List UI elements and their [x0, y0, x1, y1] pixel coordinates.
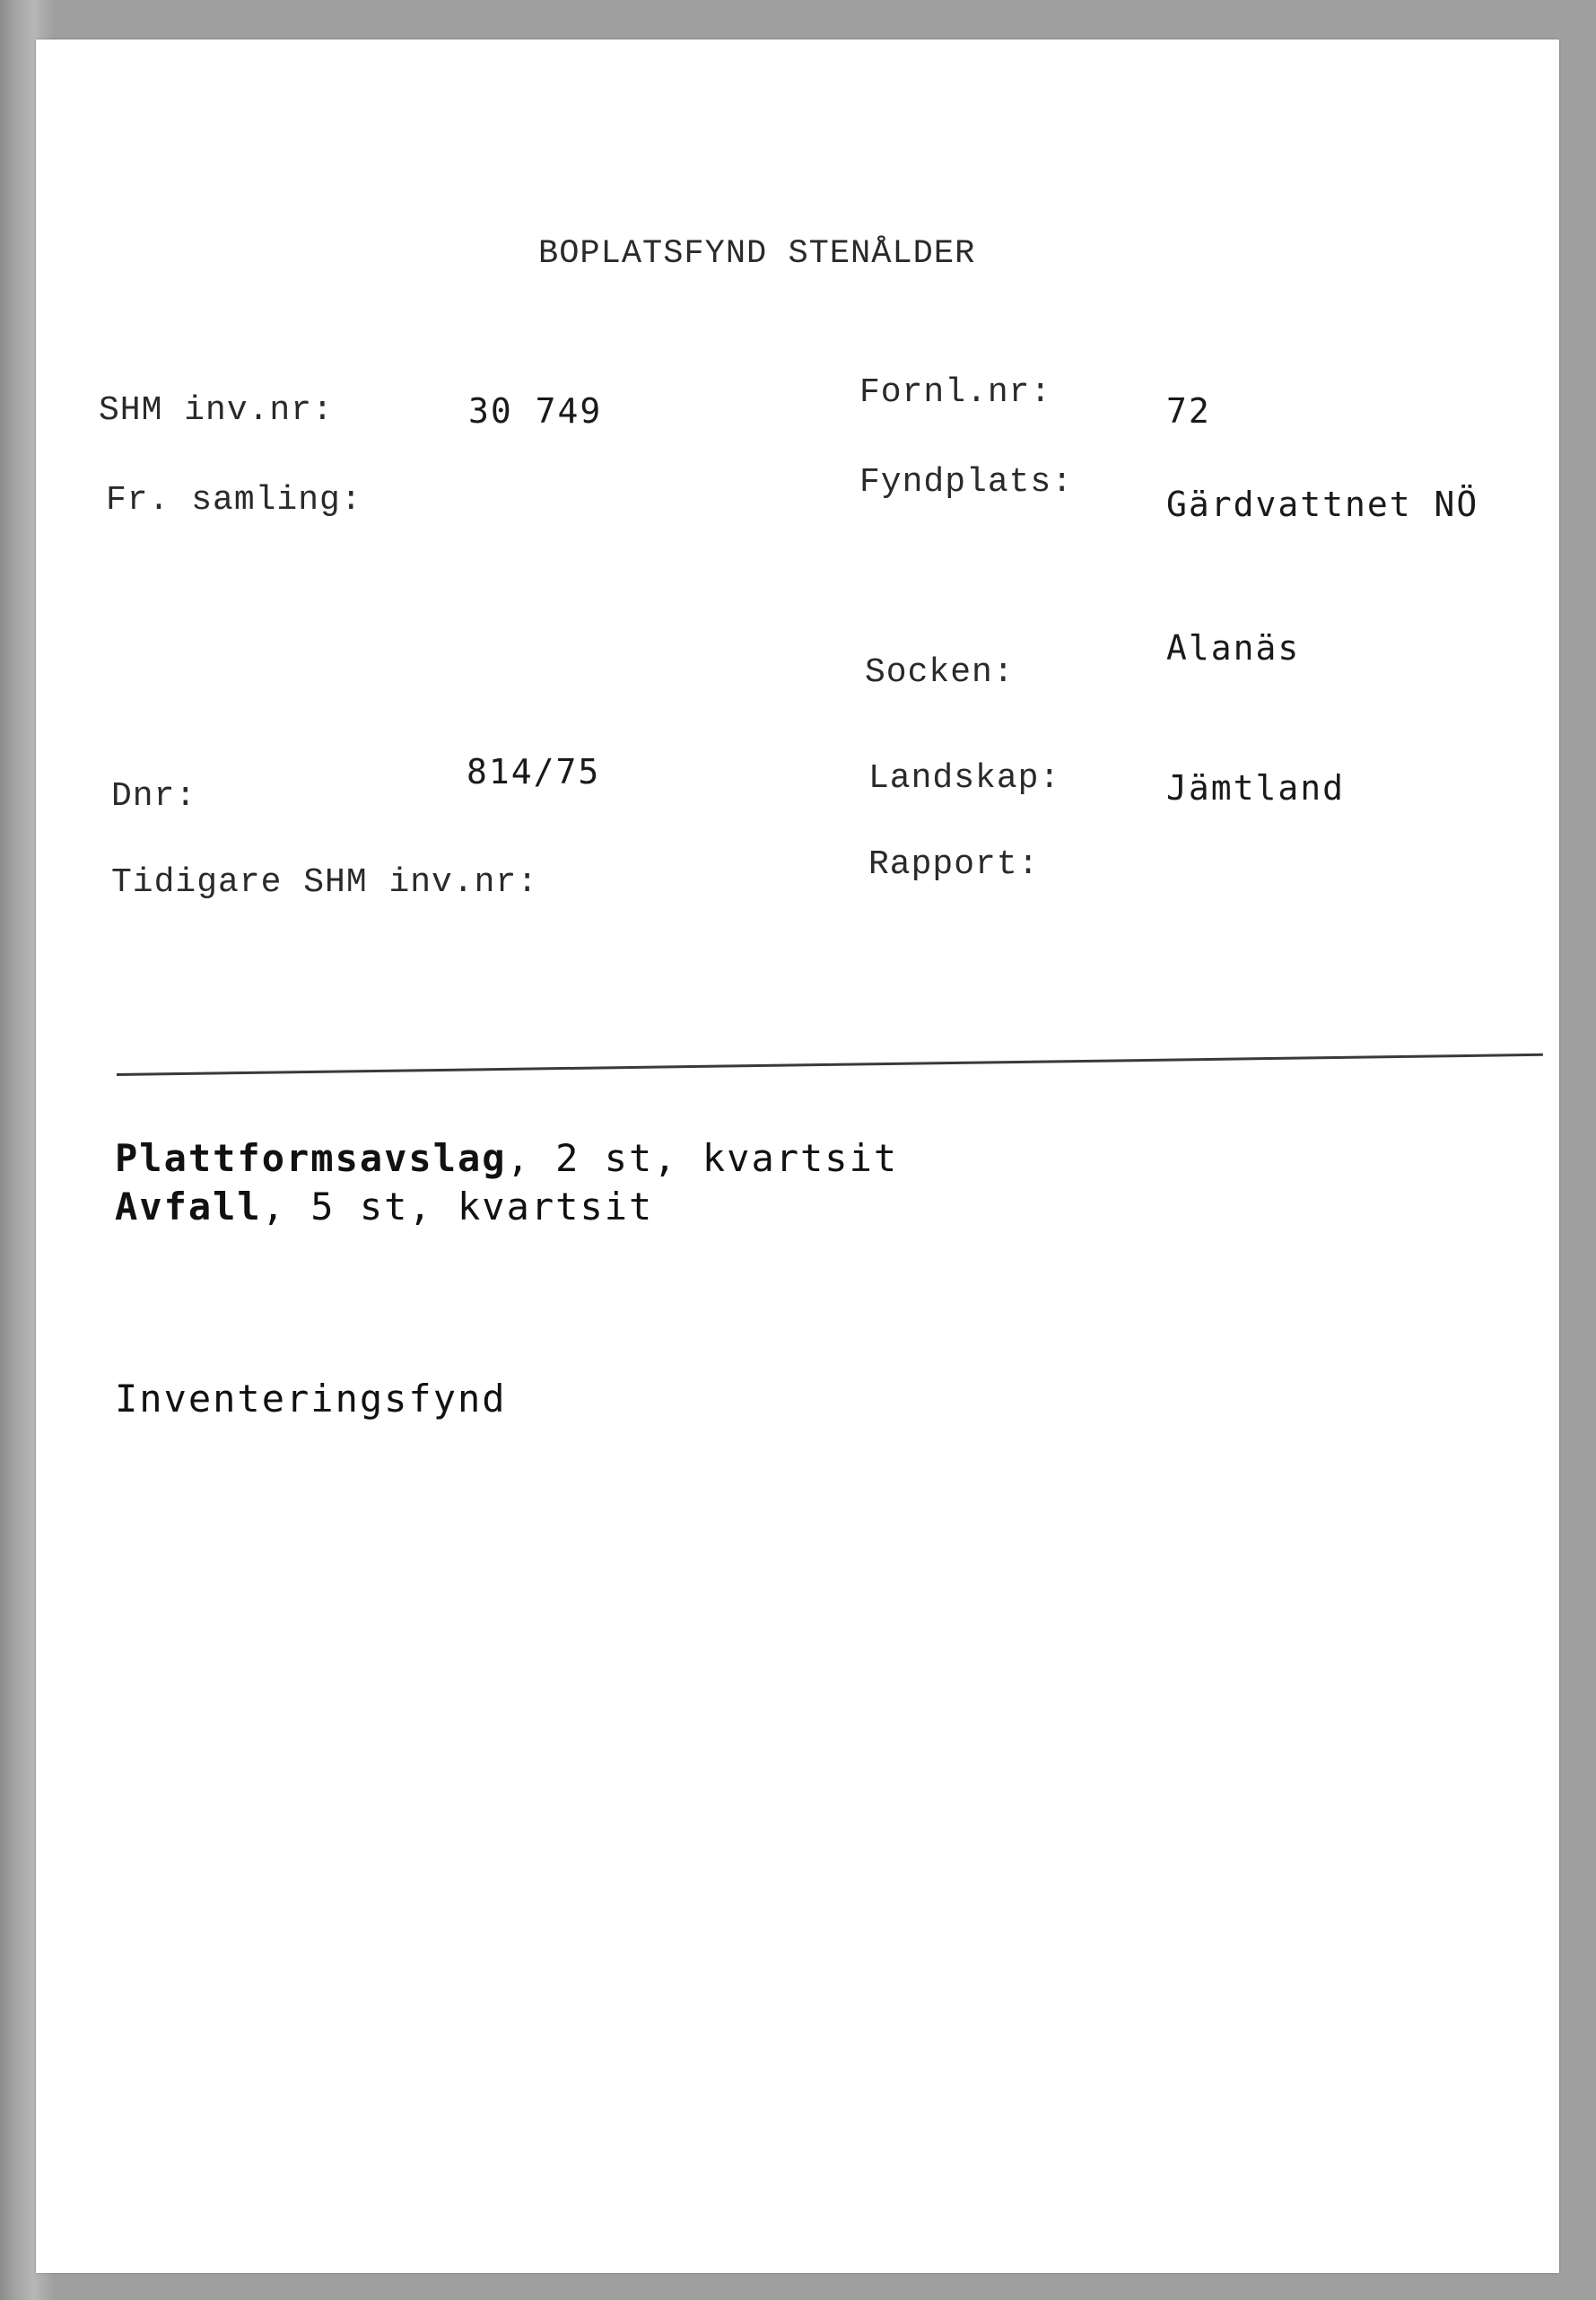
socken-value: Alanäs — [1166, 628, 1301, 668]
find-line-2 — [115, 1185, 653, 1229]
card-title: BOPLATSFYND STENÅLDER — [538, 235, 976, 273]
landskap-label: Landskap: — [868, 759, 1061, 798]
fornl-label: Fornl.nr: — [859, 373, 1052, 412]
find-details: , 2 st, kvartsit — [506, 1136, 899, 1180]
rapport-label: Rapport: — [868, 845, 1040, 884]
find-name: Avfall — [115, 1185, 262, 1229]
dnr-label: Dnr: — [111, 777, 197, 816]
find-line-1 — [115, 1136, 898, 1180]
fyndplats-label: Fyndplats: — [859, 463, 1074, 502]
fyndplats-value: Gärdvattnet NÖ — [1166, 485, 1479, 524]
tidigare-shm-inv-label: Tidigare SHM inv.nr: — [111, 863, 539, 902]
shm-inv-label: SHM inv.nr: — [99, 391, 334, 430]
shm-inv-value: 30 749 — [468, 391, 603, 431]
landskap-value: Jämtland — [1166, 768, 1346, 808]
find-name: Plattformsavslag — [115, 1136, 507, 1180]
find-details: , 5 st, kvartsit — [261, 1185, 654, 1229]
note-text: Inventeringsfynd — [115, 1377, 507, 1421]
fr-samling-label: Fr. samling: — [106, 481, 362, 520]
dnr-value: 814/75 — [467, 752, 601, 791]
socken-label: Socken: — [865, 653, 1015, 692]
fornl-value: 72 — [1166, 391, 1211, 431]
